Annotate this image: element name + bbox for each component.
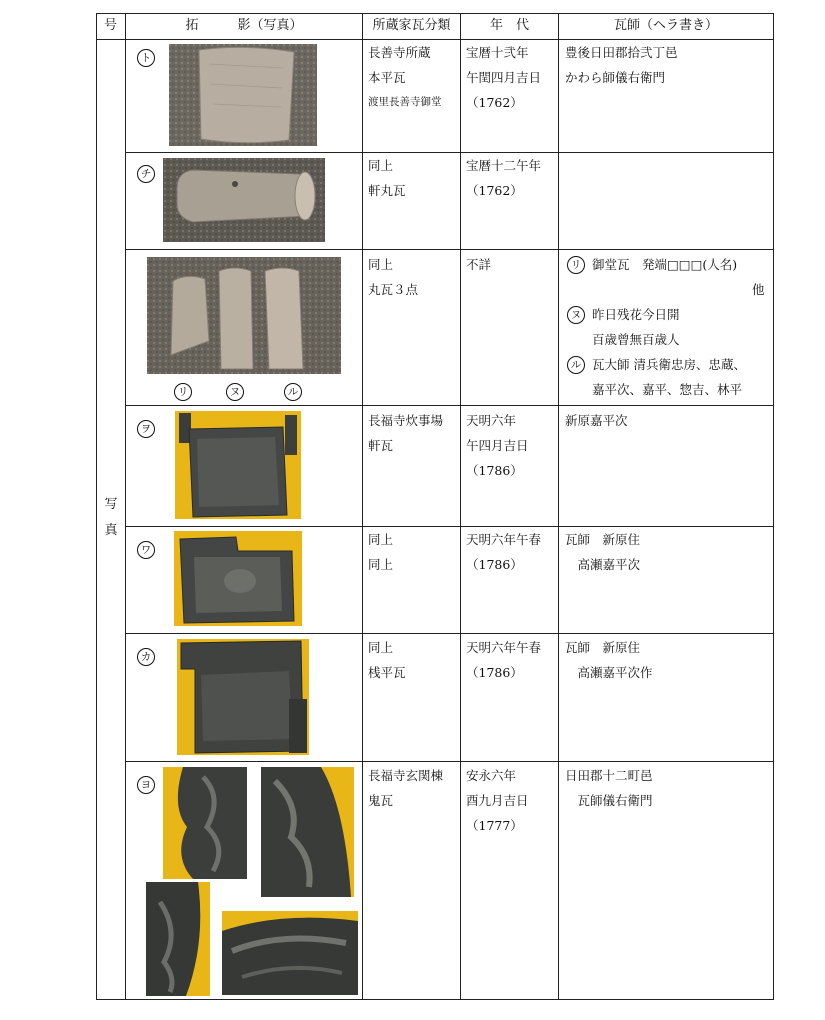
row-to-era-2: 午閏四月吉日 [466,70,542,85]
table-border-left [96,13,97,1000]
row-chi-era-2: （1762） [466,183,523,198]
row-to-owner-note: 渡里長善寺御堂 [368,96,442,108]
row-wo-maker-1: 新原嘉平次 [565,413,628,428]
row-to-owner-2: 本平瓦 [368,70,406,85]
eave-tile-image-wa [174,531,302,626]
maker-ri-line-1: 御堂瓦 発端□□□(人名) [592,257,738,272]
row-yo-maker-2: 瓦師儀右衛門 [565,793,653,808]
photo-label-ru: ル [284,383,302,401]
row-yo-era-2: 酉九月吉日 [466,793,529,808]
row-to-maker-1: 豊後日田郡拾弐丁邑 [565,45,678,60]
row-to-maker-2: かわら師儀右衛門 [565,70,666,85]
row-wo-owner-2: 軒瓦 [368,438,394,453]
row-yo-era-3: （1777） [466,818,523,833]
row-yo-era-1: 安永六年 [466,768,517,783]
row-wa-era-2: （1786） [466,557,523,572]
header-maker: 瓦師（ヘラ書き） [613,18,718,33]
ridge-end-photo-4 [222,911,358,995]
header-era: 年 代 [489,18,529,33]
row-wa-owner-1: 同上 [368,532,394,547]
header-owner: 所蔵家瓦分類 [372,18,451,33]
ridge-end-image-4 [222,911,358,995]
row-mark-to: ト [137,49,155,67]
row-ka-owner-1: 同上 [368,640,394,655]
row-rule-2 [125,249,773,250]
eave-tile-image-wo [175,411,301,519]
photo-label-ri: リ [174,383,192,401]
maker-nu-line-2: 百歳曾無百歳人 [592,332,680,347]
column-rule-4 [558,13,559,1000]
ridge-end-image-2 [261,767,354,897]
flat-tile-image [169,44,317,146]
table-border-bottom [96,999,774,1000]
row-yo-owner-2: 鬼瓦 [368,793,394,808]
row-ka-era-1: 天明六年午春 [466,640,542,655]
row-wo-era-1: 天明六年 [466,413,517,428]
maker-nu-line-1: 昨日残花今日開 [592,307,680,322]
maker-ru-line-1: 瓦大師 清兵衛忠房、忠蔵、 [592,357,746,372]
header-rubbing: 拓 影（写真） [185,18,303,33]
row-rule-1 [125,152,773,153]
ridge-end-photo-1 [163,767,247,879]
photo-label-nu: ヌ [226,383,244,401]
ridge-end-image-1 [163,767,247,879]
maker-mark-nu: ヌ [567,306,585,324]
row-rinuru-era-1: 不詳 [466,257,492,272]
pan-tile-photo-ka [177,639,309,755]
row-rule-3 [125,405,773,406]
row-chi-owner-1: 同上 [368,158,394,173]
row-mark-ka: カ [137,648,155,666]
row-rule-5 [125,633,773,634]
table-border-top [96,13,774,14]
row-ka-maker-2: 高瀬嘉平次作 [565,665,653,680]
row-wo-era-3: （1786） [466,463,523,478]
row-rinuru-owner-2: 丸瓦３点 [368,282,419,297]
row-to-era-1: 宝暦十弐年 [466,45,529,60]
row-wa-owner-2: 同上 [368,557,394,572]
row-ka-owner-2: 桟平瓦 [368,665,406,680]
row-wa-maker-1: 瓦師 新原住 [565,532,641,547]
side-label-1: 写 [104,497,118,512]
row-mark-wa: ワ [137,541,155,559]
row-rinuru-owner-1: 同上 [368,257,394,272]
eave-tile-photo-wo [175,411,301,519]
header-no: 号 [103,18,117,33]
row-chi-era-1: 宝暦十二午年 [466,158,542,173]
table-border-right [773,13,774,1000]
maker-mark-ri: リ [567,256,585,274]
row-yo-owner-1: 長福寺玄関棟 [368,768,444,783]
eave-tile-photo-wa [174,531,302,626]
column-rule-3 [460,13,461,1000]
column-rule-2 [362,13,363,1000]
ridge-end-image-3 [146,882,210,996]
row-to-era-3: （1762） [466,95,523,110]
maker-ri-line-2: 他 [752,282,765,297]
pan-tile-image-ka [177,639,309,755]
row-ka-era-2: （1786） [466,665,523,680]
side-label-2: 真 [104,523,118,538]
ridge-end-photo-2 [261,767,354,897]
row-wa-era-1: 天明六年午春 [466,532,542,547]
maker-mark-ru: ル [567,356,585,374]
row-mark-wo: ヲ [137,420,155,438]
row-chi-owner-2: 軒丸瓦 [368,183,406,198]
row-wo-era-2: 午四月吉日 [466,438,529,453]
row-wo-owner-1: 長福寺炊事場 [368,413,444,428]
three-round-tiles-photo [147,257,341,374]
maker-ru-line-2: 嘉平次、嘉平、惣吉、林平 [592,382,743,397]
column-rule-1 [125,13,126,1000]
row-mark-chi: チ [137,165,155,183]
eave-round-tile-photo [163,158,325,242]
flat-tile-photo [169,44,317,146]
row-mark-yo: ヨ [137,776,155,794]
row-rule-6 [125,761,773,762]
row-rule-4 [125,526,773,527]
row-to-owner-1: 長善寺所蔵 [368,45,431,60]
row-ka-maker-1: 瓦師 新原住 [565,640,641,655]
row-yo-maker-1: 日田郡十二町邑 [565,768,653,783]
ridge-end-photo-3 [146,882,210,996]
three-round-tiles-image [147,257,341,374]
row-wa-maker-2: 高瀬嘉平次 [565,557,641,572]
eave-round-tile-image [163,158,325,242]
